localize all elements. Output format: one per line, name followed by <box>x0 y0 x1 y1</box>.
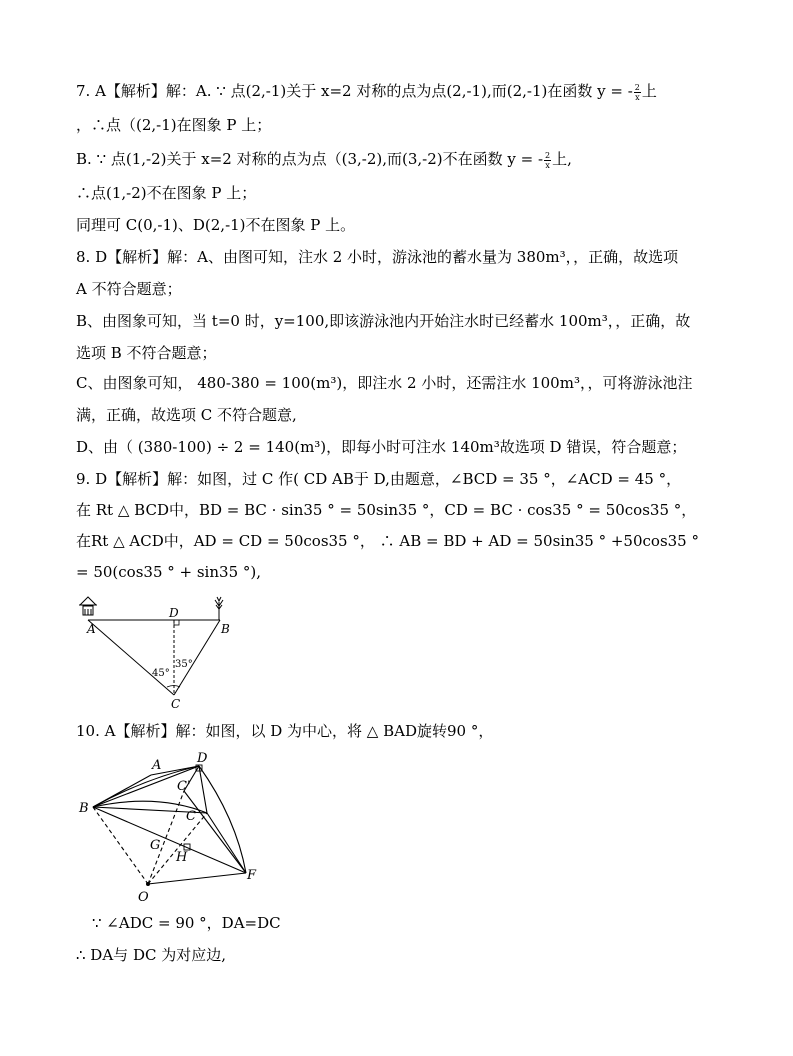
q8-line-5: C、由图象可知， 480-380 = 100(m³)，即注水 2 小时，还需注水 100m³，，可将游泳池注 <box>76 374 693 392</box>
q10-line-3: ∴ DA与 DC 为对应边, <box>76 946 226 964</box>
q9-line-1: 9. D【解析】解：如图，过 C 作( CD AB于 D,由题意，∠BCD = 35 °，∠ACD = 45 °， <box>76 470 682 488</box>
label-B: B <box>79 801 89 816</box>
q9-figure <box>74 592 244 710</box>
q9-line-2: 在 Rt △ BCD中，BD = BC · sin35 ° = 50sin35 °，CD = BC · cos35 ° = 50cos35 °， <box>76 501 697 519</box>
label-F: F <box>247 868 257 883</box>
label-H: H <box>176 850 188 865</box>
label-C: C <box>186 809 196 824</box>
q9-line-3: 在Rt △ ACD中，AD = CD = 50cos35 °， ∴ AB = BD + AD = 50sin35 ° +50cos35 ° <box>76 532 699 550</box>
q7-line-5: 同理可 C(0,-1)、D(2,-1)不在图象 P 上。 <box>76 216 356 234</box>
tree-icon <box>215 597 223 620</box>
pavilion-icon <box>79 597 97 615</box>
q8-line-7: D、由（ (380-100) ÷ 2 = 140(m³)，即每小时可注水 140m³故选项 D 错误，符合题意； <box>76 438 687 456</box>
q7-fraction-2: $\frac{2}{x}$ <box>545 150 551 170</box>
q8-line-4: 选项 B 不符合题意； <box>76 344 217 362</box>
label-D: D <box>197 751 208 766</box>
label-B: B <box>221 622 230 636</box>
right-angle-mark <box>174 620 179 625</box>
q7-fraction: $\frac{2}{x}$ <box>634 82 640 102</box>
label-C-prime: C' <box>177 779 191 794</box>
q8-line-1: 8. D【解析】解：A、由图可知，注水 2 小时，游泳池的蓄水量为 380m³，，正确，故选项 <box>76 248 679 266</box>
q10-line-2: ∵ ∠ADC = 90 °，DA=DC <box>92 914 281 932</box>
q8-line-3: B、由图象可知，当 t=0 时，y=100,即该游泳池内开始注水时已经蓄水 100m³，，正确，故 <box>76 312 691 330</box>
q8-line-2: A 不符合题意； <box>76 280 182 298</box>
q7-line-4: ∴点(1,-2)不在图象 P 上； <box>76 184 257 202</box>
q7-line-2: ，∴点（(2,-1)在图象 P 上； <box>76 116 272 134</box>
q10-line-1: 10. A【解析】解：如图，以 D 为中心，将 △ BAD旋转90 °， <box>76 722 494 740</box>
point-O <box>146 882 150 886</box>
q7-line-3: B. ∵ 点(1,-2)关于 x=2 对称的点为点（(3,-2),而(3,-2)不在函数 y = - $\frac{2}{x}$ 上, <box>76 150 572 170</box>
label-O: O <box>138 890 149 904</box>
segment-AC <box>88 620 174 695</box>
segment-BC <box>174 620 220 695</box>
label-A: A <box>152 758 162 773</box>
label-35: 35° <box>175 659 193 670</box>
q8-line-6: 满，正确，故选项 C 不符合题意, <box>76 406 297 424</box>
label-D: D <box>169 606 179 620</box>
q7-line-1: 7. A【解析】解：A. ∵ 点(2,-1)关于 x=2 对称的点为点(2,-1),而(2,-1)在函数 y = - $\frac{2}{x}$ 上 <box>76 82 657 102</box>
label-G: G <box>150 838 161 853</box>
q7-line-1-text: 7. A【解析】解：A. ∵ 点(2,-1)关于 x=2 对称的点为点(2,-1),而(2,-1)在函数 y = - <box>76 82 633 100</box>
q9-line-4: = 50(cos35 ° + sin35 °), <box>76 563 261 581</box>
q10-figure <box>76 748 266 904</box>
label-45: 45° <box>152 668 170 679</box>
label-C: C <box>171 697 181 710</box>
label-A: A <box>87 622 96 636</box>
